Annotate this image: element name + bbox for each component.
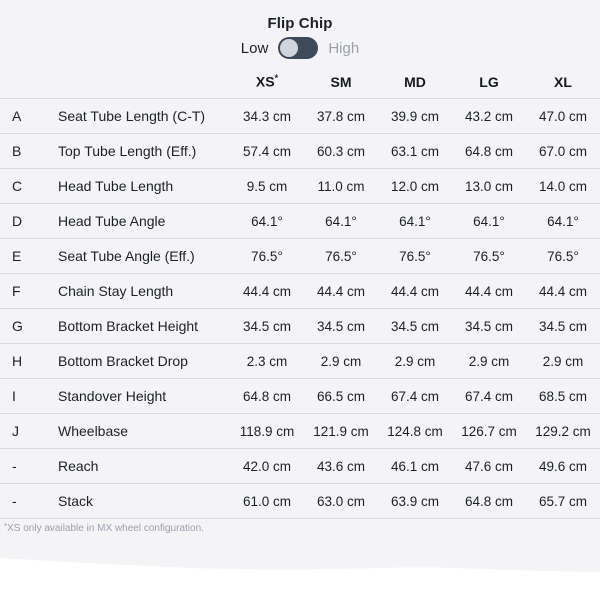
row-value: 61.0 cm bbox=[242, 493, 292, 509]
row-value: 63.1 cm bbox=[390, 143, 440, 159]
row-value: 44.4 cm bbox=[242, 283, 292, 299]
column-header-sm: SM bbox=[330, 74, 352, 90]
row-value: 47.6 cm bbox=[464, 458, 514, 474]
table-row bbox=[0, 449, 600, 484]
row-label: Seat Tube Length (C-T) bbox=[58, 108, 206, 124]
row-value: 64.1° bbox=[547, 213, 579, 229]
row-value: 43.6 cm bbox=[316, 458, 366, 474]
row-key: D bbox=[12, 213, 23, 229]
row-value: 34.5 cm bbox=[538, 318, 588, 334]
column-header-lg: LG bbox=[479, 74, 499, 90]
table-row bbox=[0, 309, 600, 344]
row-value: 2.9 cm bbox=[542, 353, 584, 369]
row-key: C bbox=[12, 178, 23, 194]
row-label: Standover Height bbox=[58, 388, 167, 404]
row-value: 2.9 cm bbox=[320, 353, 362, 369]
row-label: Reach bbox=[58, 458, 99, 474]
row-key: F bbox=[12, 283, 21, 299]
row-value: 2.9 cm bbox=[468, 353, 510, 369]
xs-footnote-marker: * bbox=[274, 73, 279, 84]
row-value: 43.2 cm bbox=[464, 108, 514, 124]
row-value: 2.9 cm bbox=[394, 353, 436, 369]
row-value: 12.0 cm bbox=[390, 178, 440, 194]
row-value: 42.0 cm bbox=[242, 458, 292, 474]
row-value: 129.2 cm bbox=[535, 423, 591, 439]
table-row bbox=[0, 379, 600, 414]
row-key: G bbox=[12, 318, 23, 334]
footnote-marker: * bbox=[4, 522, 8, 531]
row-label: Chain Stay Length bbox=[58, 283, 174, 299]
row-value: 64.8 cm bbox=[464, 493, 514, 509]
row-value: 124.8 cm bbox=[387, 423, 443, 439]
flip-chip-toggle-row bbox=[0, 37, 600, 59]
column-header-xs bbox=[230, 73, 304, 90]
row-value: 76.5° bbox=[251, 248, 283, 264]
table-row bbox=[0, 344, 600, 379]
row-value: 64.8 cm bbox=[464, 143, 514, 159]
row-key: - bbox=[12, 493, 17, 509]
row-label: Seat Tube Angle (Eff.) bbox=[58, 248, 195, 264]
row-value: 11.0 cm bbox=[317, 178, 365, 194]
table-row bbox=[0, 169, 600, 204]
row-label: Top Tube Length (Eff.) bbox=[58, 143, 197, 159]
row-value: 67.0 cm bbox=[538, 143, 588, 159]
geometry-table bbox=[0, 61, 600, 519]
row-value: 34.5 cm bbox=[464, 318, 514, 334]
row-value: 121.9 cm bbox=[313, 423, 369, 439]
row-value: 34.5 cm bbox=[390, 318, 440, 334]
row-label: Stack bbox=[58, 493, 94, 509]
row-value: 9.5 cm bbox=[246, 178, 288, 194]
column-header-label: XS bbox=[255, 74, 275, 90]
row-value: 44.4 cm bbox=[316, 283, 366, 299]
row-value: 63.0 cm bbox=[316, 493, 366, 509]
toggle-option-low[interactable]: Low bbox=[240, 39, 269, 57]
row-value: 64.1° bbox=[325, 213, 357, 229]
row-key: E bbox=[12, 248, 22, 264]
row-value: 64.1° bbox=[473, 213, 505, 229]
row-value: 66.5 cm bbox=[316, 388, 366, 404]
toggle-knob-icon bbox=[280, 39, 298, 57]
row-key: - bbox=[12, 458, 17, 474]
row-value: 76.5° bbox=[547, 248, 579, 264]
table-footnote bbox=[0, 519, 600, 534]
row-value: 34.3 cm bbox=[242, 108, 292, 124]
flip-chip-toggle[interactable] bbox=[278, 37, 318, 59]
row-value: 34.5 cm bbox=[242, 318, 292, 334]
row-value: 76.5° bbox=[325, 248, 357, 264]
row-value: 49.6 cm bbox=[538, 458, 588, 474]
row-value: 64.8 cm bbox=[242, 388, 292, 404]
table-row bbox=[0, 204, 600, 239]
row-value: 63.9 cm bbox=[390, 493, 440, 509]
row-key: B bbox=[12, 143, 22, 159]
row-value: 68.5 cm bbox=[538, 388, 588, 404]
row-label: Head Tube Angle bbox=[58, 213, 166, 229]
table-row bbox=[0, 484, 600, 519]
flip-chip-control bbox=[0, 0, 600, 59]
row-value: 126.7 cm bbox=[461, 423, 517, 439]
row-key: H bbox=[12, 353, 23, 369]
row-value: 46.1 cm bbox=[390, 458, 440, 474]
row-value: 67.4 cm bbox=[390, 388, 440, 404]
row-value: 14.0 cm bbox=[538, 178, 588, 194]
row-value: 44.4 cm bbox=[390, 283, 440, 299]
column-header-xl: XL bbox=[554, 74, 572, 90]
row-key: J bbox=[12, 423, 19, 439]
table-row bbox=[0, 414, 600, 449]
row-value: 67.4 cm bbox=[464, 388, 514, 404]
section-divider-wave bbox=[0, 555, 600, 600]
row-key: I bbox=[12, 388, 16, 404]
row-label: Head Tube Length bbox=[58, 178, 174, 194]
row-value: 65.7 cm bbox=[538, 493, 588, 509]
row-value: 64.1° bbox=[399, 213, 431, 229]
toggle-option-high[interactable]: High bbox=[328, 39, 360, 57]
row-value: 47.0 cm bbox=[538, 108, 588, 124]
footnote-text: XS only available in MX wheel configuration. bbox=[7, 523, 204, 534]
row-value: 118.9 cm bbox=[239, 423, 295, 439]
row-key: A bbox=[12, 108, 22, 124]
flip-chip-title: Flip Chip bbox=[267, 15, 333, 32]
row-value: 37.8 cm bbox=[316, 108, 366, 124]
row-value: 76.5° bbox=[399, 248, 431, 264]
row-value: 57.4 cm bbox=[242, 143, 292, 159]
row-value: 64.1° bbox=[251, 213, 283, 229]
table-row bbox=[0, 134, 600, 169]
row-value: 34.5 cm bbox=[316, 318, 366, 334]
table-row bbox=[0, 239, 600, 274]
row-label: Bottom Bracket Height bbox=[58, 318, 199, 334]
table-row bbox=[0, 99, 600, 134]
row-value: 2.3 cm bbox=[246, 353, 288, 369]
table-row bbox=[0, 274, 600, 309]
row-value: 39.9 cm bbox=[390, 108, 440, 124]
row-label: Wheelbase bbox=[58, 423, 129, 439]
row-value: 76.5° bbox=[473, 248, 505, 264]
row-value: 44.4 cm bbox=[538, 283, 588, 299]
table-header-row bbox=[0, 61, 600, 99]
row-value: 60.3 cm bbox=[316, 143, 366, 159]
row-value: 13.0 cm bbox=[464, 178, 514, 194]
row-label: Bottom Bracket Drop bbox=[58, 353, 188, 369]
column-header-md: MD bbox=[404, 74, 426, 90]
row-value: 44.4 cm bbox=[464, 283, 514, 299]
